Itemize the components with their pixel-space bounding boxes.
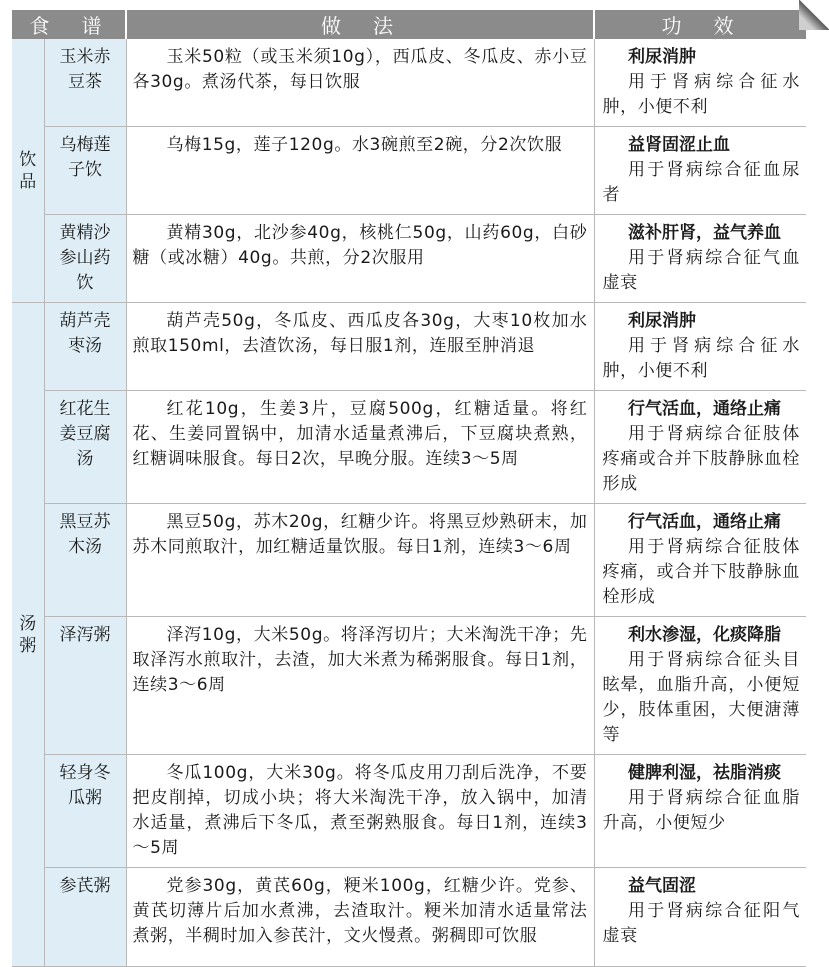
recipe-name: 乌梅莲子饮 bbox=[59, 135, 111, 180]
category-cell bbox=[12, 39, 44, 303]
header-method: 做 法 bbox=[126, 10, 594, 39]
recipe-name: 参芪粥 bbox=[59, 876, 111, 896]
effect-title: 利水渗湿，化痰降脂 bbox=[628, 625, 781, 645]
recipe-name-cell bbox=[44, 868, 126, 967]
recipe-method: 黑豆50g，苏木20g，红糖少许。将黑豆炒熟研末，加苏木同煎取汁，加红糖适量饮服。每日1剂，连续3～6周 bbox=[126, 504, 594, 617]
recipe-effect-cell bbox=[594, 303, 806, 391]
effect-title: 利尿消肿 bbox=[628, 311, 696, 331]
effect-description: 用于肾病综合征气血虚衰 bbox=[602, 248, 800, 293]
recipe-name-cell bbox=[44, 127, 126, 215]
table-header-row bbox=[12, 10, 806, 39]
effect-description: 用于肾病综合征阳气虚衰 bbox=[602, 901, 800, 946]
recipe-effect-cell bbox=[594, 755, 806, 868]
category-label: 汤粥 bbox=[19, 613, 37, 656]
recipe-name: 黄精沙参山药饮 bbox=[59, 223, 111, 293]
recipe-name: 泽泻粥 bbox=[59, 625, 111, 645]
effect-title: 益肾固涩止血 bbox=[628, 135, 730, 155]
table-row bbox=[12, 215, 806, 303]
recipe-name: 玉米赤豆茶 bbox=[59, 47, 111, 92]
recipe-effect-cell bbox=[594, 504, 806, 617]
table-row bbox=[12, 127, 806, 215]
recipe-table-page bbox=[12, 10, 806, 967]
effect-description: 用于肾病综合征水肿，小便不利 bbox=[602, 336, 800, 381]
recipe-effect-cell bbox=[594, 617, 806, 755]
effect-description: 用于肾病综合征肢体疼痛，或合并下肢静脉血栓形成 bbox=[602, 537, 800, 607]
effect-description: 用于肾病综合征头目眩晕，血脂升高，小便短少，肢体重困，大便溏薄等 bbox=[602, 650, 800, 745]
recipe-method: 党参30g，黄芪60g，粳米100g，红糖少许。党参、黄芪切薄片后加水煮沸，去渣取汁。粳米加清水适量常法煮粥，半稠时加入参芪汁，文火慢煮。粥稠即可饮服 bbox=[126, 868, 594, 967]
header-effect: 功 效 bbox=[594, 10, 806, 39]
effect-title: 行气活血，通络止痛 bbox=[628, 399, 781, 419]
recipe-method: 玉米50粒（或玉米须10g），西瓜皮、冬瓜皮、赤小豆各30g。煮汤代茶，每日饮服 bbox=[126, 39, 594, 127]
recipe-name: 红花生姜豆腐汤 bbox=[59, 399, 111, 469]
recipe-method: 红花10g，生姜3片，豆腐500g，红糖适量。将红花、生姜同置锅中，加清水适量煮沸后，下豆腐块煮熟，红糖调味服食。每日2次，早晚分服。连续3～5周 bbox=[126, 391, 594, 504]
recipe-method: 葫芦壳50g，冬瓜皮、西瓜皮各30g，大枣10枚加水煎取150ml，去渣饮汤，每日服1剂，连服至肿消退 bbox=[126, 303, 594, 391]
table-row bbox=[12, 868, 806, 967]
effect-title: 益气固涩 bbox=[628, 876, 696, 896]
table-row bbox=[12, 303, 806, 391]
recipe-effect-cell bbox=[594, 868, 806, 967]
category-label: 饮品 bbox=[19, 149, 37, 192]
recipe-effect-cell bbox=[594, 215, 806, 303]
recipe-name: 黑豆苏木汤 bbox=[59, 512, 111, 557]
recipe-name-cell bbox=[44, 755, 126, 868]
effect-title: 健脾利湿，祛脂消痰 bbox=[628, 763, 781, 783]
recipe-effect-cell bbox=[594, 127, 806, 215]
effect-description: 用于肾病综合征血脂升高，小便短少 bbox=[602, 788, 800, 833]
table-body bbox=[12, 39, 806, 967]
recipe-name-cell bbox=[44, 303, 126, 391]
effect-title: 利尿消肿 bbox=[628, 47, 696, 67]
recipe-effect-cell bbox=[594, 39, 806, 127]
table-row bbox=[12, 39, 806, 127]
effect-title: 滋补肝肾，益气养血 bbox=[628, 223, 781, 243]
table-row bbox=[12, 504, 806, 617]
recipe-name-cell bbox=[44, 617, 126, 755]
header-recipe: 食 谱 bbox=[12, 10, 126, 39]
recipe-method: 黄精30g，北沙参40g，核桃仁50g，山药60g，白砂糖（或冰糖）40g。共煎，分2次服用 bbox=[126, 215, 594, 303]
recipe-method: 乌梅15g，莲子120g。水3碗煎至2碗，分2次饮服 bbox=[126, 127, 594, 215]
category-cell bbox=[12, 303, 44, 967]
recipe-name: 葫芦壳枣汤 bbox=[59, 311, 111, 356]
recipe-effect-cell bbox=[594, 391, 806, 504]
recipe-method: 冬瓜100g，大米30g。将冬瓜皮用刀刮后洗净，不要把皮削掉，切成小块；将大米淘洗干净，放入锅中，加清水适量，煮沸后下冬瓜，煮至粥熟服食。每日1剂，连续3～5周 bbox=[126, 755, 594, 868]
table-row bbox=[12, 617, 806, 755]
effect-description: 用于肾病综合征肢体疼痛或合并下肢静脉血栓形成 bbox=[602, 424, 800, 494]
page-corner-fold-icon bbox=[799, 0, 829, 30]
recipe-name-cell bbox=[44, 39, 126, 127]
effect-description: 用于肾病综合征水肿，小便不利 bbox=[602, 72, 800, 117]
recipe-name-cell bbox=[44, 504, 126, 617]
recipe-name: 轻身冬瓜粥 bbox=[59, 763, 111, 808]
recipe-method: 泽泻10g，大米50g。将泽泻切片；大米淘洗干净；先取泽泻水煎取汁，去渣，加大米煮为稀粥服食。每日1剂，连续3～6周 bbox=[126, 617, 594, 755]
recipe-name-cell bbox=[44, 215, 126, 303]
effect-description: 用于肾病综合征血尿者 bbox=[602, 160, 800, 205]
table-row bbox=[12, 755, 806, 868]
recipe-name-cell bbox=[44, 391, 126, 504]
table-row bbox=[12, 391, 806, 504]
effect-title: 行气活血，通络止痛 bbox=[628, 512, 781, 532]
diet-recipe-table bbox=[12, 10, 806, 967]
